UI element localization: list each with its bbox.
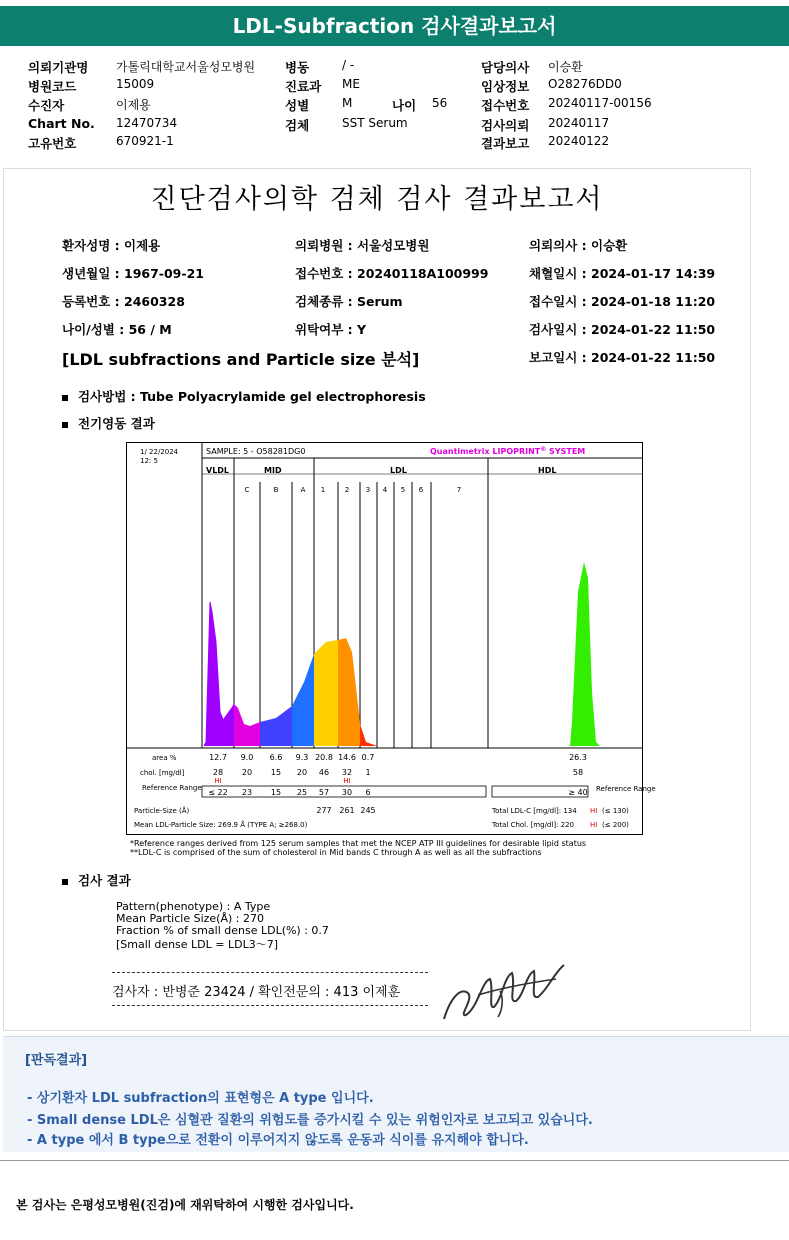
band-label: 1 <box>320 486 326 494</box>
band-label: 7 <box>456 486 462 494</box>
header-label: Chart No. <box>28 116 95 131</box>
chol-value: 46 <box>318 768 330 777</box>
ref-value: 57 <box>318 788 330 797</box>
patient-field: 검사일시 : 2024-01-22 11:50 <box>529 322 716 337</box>
patient-field: 환자성명 : 이제용 <box>62 238 161 253</box>
header-value: M <box>342 96 353 110</box>
patient-field: 의뢰의사 : 이승환 <box>529 238 628 253</box>
chol-value: 58 <box>572 768 584 777</box>
footnote-2: **LDL-C is comprised of the sum of cholesterol in Mid bands C through A as well as all the subfractions <box>130 848 542 857</box>
group-label: VLDL <box>206 466 230 475</box>
ref-value: 25 <box>296 788 308 797</box>
result-line: Mean Particle Size(Å) : 270 <box>116 912 264 925</box>
section-title: [LDL subfractions and Particle size 분석] <box>62 350 420 369</box>
interpretation-line: - 상기환자 LDL subfraction의 표현형은 A type 입니다. <box>27 1091 374 1106</box>
band-label: A <box>300 486 306 494</box>
header-info <box>0 52 789 152</box>
chart-brand-tail: SYSTEM <box>546 447 586 456</box>
header-label: 고유번호 <box>28 136 77 151</box>
header-value: / - <box>342 58 355 72</box>
header-value: 670921-1 <box>116 134 174 148</box>
total-chol-text: Total Chol. [mg/dl]: 220 <box>492 821 574 829</box>
ref-value: 30 <box>341 788 353 797</box>
group-label: LDL <box>390 466 407 475</box>
bullet-icon <box>62 879 68 885</box>
header-value: 56 <box>432 96 448 110</box>
hi-flag: HI <box>590 821 598 829</box>
method-bullet <box>62 387 426 405</box>
lab-report <box>3 168 751 1031</box>
total-ldl-text: Total LDL-C [mg/dl]: 134 <box>492 807 577 815</box>
ref-value: 23 <box>241 788 253 797</box>
area-value: 12.7 <box>209 753 227 762</box>
band-label: 3 <box>365 486 371 494</box>
patient-field: 접수일시 : 2024-01-18 11:20 <box>529 294 716 309</box>
chol-value: 20 <box>296 768 308 777</box>
chol-label: chol. [mg/dl] <box>140 769 185 777</box>
header-value: 이제용 <box>116 98 151 112</box>
chart-date: 1/ 22/2024 <box>140 448 179 456</box>
header-label: 나이 <box>392 98 417 113</box>
ps-label: Particle-Size (Å) <box>134 807 190 815</box>
area-value: 20.8 <box>315 753 333 762</box>
header-label: 검사의뢰 <box>481 118 530 133</box>
area-label: area % <box>152 754 177 762</box>
patient-field: 나이/성별 : 56 / M <box>62 322 172 337</box>
band-label: 4 <box>382 486 388 494</box>
result-line: Fraction % of small dense LDL(%) : 0.7 <box>116 924 329 937</box>
chol-value: 28 <box>212 768 224 777</box>
total-ldl-ref: (≤ 130) <box>602 807 629 815</box>
chart-brand: Quantimetrix LIPOPRINT® SYSTEM <box>430 446 586 456</box>
header-label: 병동 <box>285 60 310 75</box>
header-value: 이승환 <box>548 60 583 74</box>
hi-flag: HI <box>214 777 222 785</box>
header-label: 진료과 <box>285 79 322 94</box>
patient-field: 접수번호 : 20240118A100999 <box>295 266 489 281</box>
patient-field: 등록번호 : 2460328 <box>62 294 185 309</box>
area-value: 6.6 <box>269 753 283 762</box>
band-label: C <box>244 486 250 494</box>
chol-value: 1 <box>365 768 371 777</box>
patient-field: 채혈일시 : 2024-01-17 14:39 <box>529 266 716 281</box>
area-value: 14.6 <box>338 753 356 762</box>
ref-label: Reference Range <box>142 784 202 792</box>
header-label: 접수번호 <box>481 98 530 113</box>
header-value: SST Serum <box>342 116 408 130</box>
band-label: 6 <box>418 486 424 494</box>
chart-time: 12: 5 <box>140 457 158 465</box>
bottom-note: 본 검사는 은평성모병원(진검)에 재위탁하여 시행한 검사입니다. <box>16 1198 354 1212</box>
divider <box>112 1005 428 1006</box>
result-head-text: 검사 결과 <box>78 873 131 888</box>
header-value: 12470734 <box>116 116 178 130</box>
header-label: 의뢰기관명 <box>28 60 89 75</box>
header-value: 20240122 <box>548 134 610 148</box>
hi-flag: HI <box>343 777 351 785</box>
bullet-icon <box>62 422 68 428</box>
header-label: 검체 <box>285 118 310 133</box>
ref-right-label: Reference Range <box>596 785 656 793</box>
header-value: O28276DD0 <box>548 77 622 91</box>
area-value: 26.3 <box>569 753 587 762</box>
interpretation-panel <box>3 1036 789 1152</box>
bottom-divider <box>0 1160 789 1161</box>
report-main-title: 진단검사의학 검체 검사 결과보고서 <box>150 184 604 215</box>
result-line: [Small dense LDL = LDL3～7] <box>116 938 279 951</box>
header-value: 가톨릭대학교서울성모병원 <box>116 60 256 74</box>
ps-value: 245 <box>360 806 376 815</box>
divider <box>112 972 428 973</box>
header-label: 담당의사 <box>481 60 530 75</box>
band-label: 2 <box>344 486 350 494</box>
chart-frame <box>127 443 643 835</box>
interpretation-line: - Small dense LDL은 심혈관 질환의 위험도를 증가시킬 수 있는 위험인자로 보고되고 있습니다. <box>27 1113 593 1128</box>
band-label: B <box>273 486 279 494</box>
ref-value: ≤ 22 <box>208 788 228 797</box>
ref-value: 6 <box>365 788 371 797</box>
hi-flag: HI <box>590 807 598 815</box>
mean-size-text: Mean LDL-Particle Size: 269.9 Å (TYPE A; ≥268.0) <box>134 821 308 829</box>
footnote-1: *Reference ranges derived from 125 serum samples that met the NCEP ATP III guidelines for desirable lipid status <box>130 839 587 848</box>
group-label: MID <box>264 466 282 475</box>
header-label: 수진자 <box>28 98 65 113</box>
area-value: 0.7 <box>361 753 375 762</box>
header-label: 임상정보 <box>481 79 530 94</box>
report-title-bar: LDL-Subfraction 검사결과보고서 <box>0 6 789 46</box>
ps-value: 261 <box>339 806 355 815</box>
total-chol-ref: (≤ 200) <box>602 821 629 829</box>
header-label: 결과보고 <box>481 136 530 151</box>
header-value: 20240117 <box>548 116 610 130</box>
method-text: 검사방법 : Tube Polyacrylamide gel electrophoresis <box>78 389 426 404</box>
patient-field: 보고일시 : 2024-01-22 11:50 <box>529 350 716 365</box>
handwritten-signature <box>438 959 568 1029</box>
chol-value: 20 <box>241 768 253 777</box>
ldl1-peak <box>314 640 338 746</box>
area-value: 9.0 <box>240 753 254 762</box>
electrophoresis-chart <box>126 442 656 836</box>
chol-value: 32 <box>341 768 353 777</box>
group-label: HDL <box>538 466 557 475</box>
signature-text: 검사자 : 반병준 23424 / 확인전문의 : 413 이제훈 <box>112 985 401 1000</box>
chol-value: 15 <box>270 768 282 777</box>
header-value: 20240117-00156 <box>548 96 652 110</box>
result-line: Pattern(phenotype) : A Type <box>116 900 271 913</box>
ps-value: 277 <box>316 806 332 815</box>
bullet-icon <box>62 395 68 401</box>
header-label: 병원코드 <box>28 79 77 94</box>
electro-text: 전기영동 결과 <box>78 416 155 431</box>
header-value: 15009 <box>116 77 155 91</box>
area-value: 9.3 <box>295 753 309 762</box>
chart-brand-sup: ® <box>540 446 547 453</box>
band-label: 5 <box>400 486 406 494</box>
chart-sample: SAMPLE: 5 - O58281DG0 <box>206 447 306 456</box>
patient-field: 위탁여부 : Y <box>295 322 367 337</box>
interpretation-line: - A type 에서 B type으로 전환이 이루어지지 않도록 운동과 식이를 유지해야 합니다. <box>27 1133 529 1148</box>
electro-bullet <box>62 414 155 432</box>
patient-field: 의뢰병원 : 서울성모병원 <box>295 238 430 253</box>
patient-field: 생년월일 : 1967-09-21 <box>62 266 204 281</box>
patient-field: 검체종류 : Serum <box>295 294 403 309</box>
interpretation-title: [판독결과] <box>25 1053 88 1068</box>
header-label: 성별 <box>285 98 310 113</box>
ref-value: ≥ 40 <box>568 788 588 797</box>
result-bullet <box>62 871 131 889</box>
ref-value: 15 <box>270 788 282 797</box>
header-value: ME <box>342 77 360 91</box>
